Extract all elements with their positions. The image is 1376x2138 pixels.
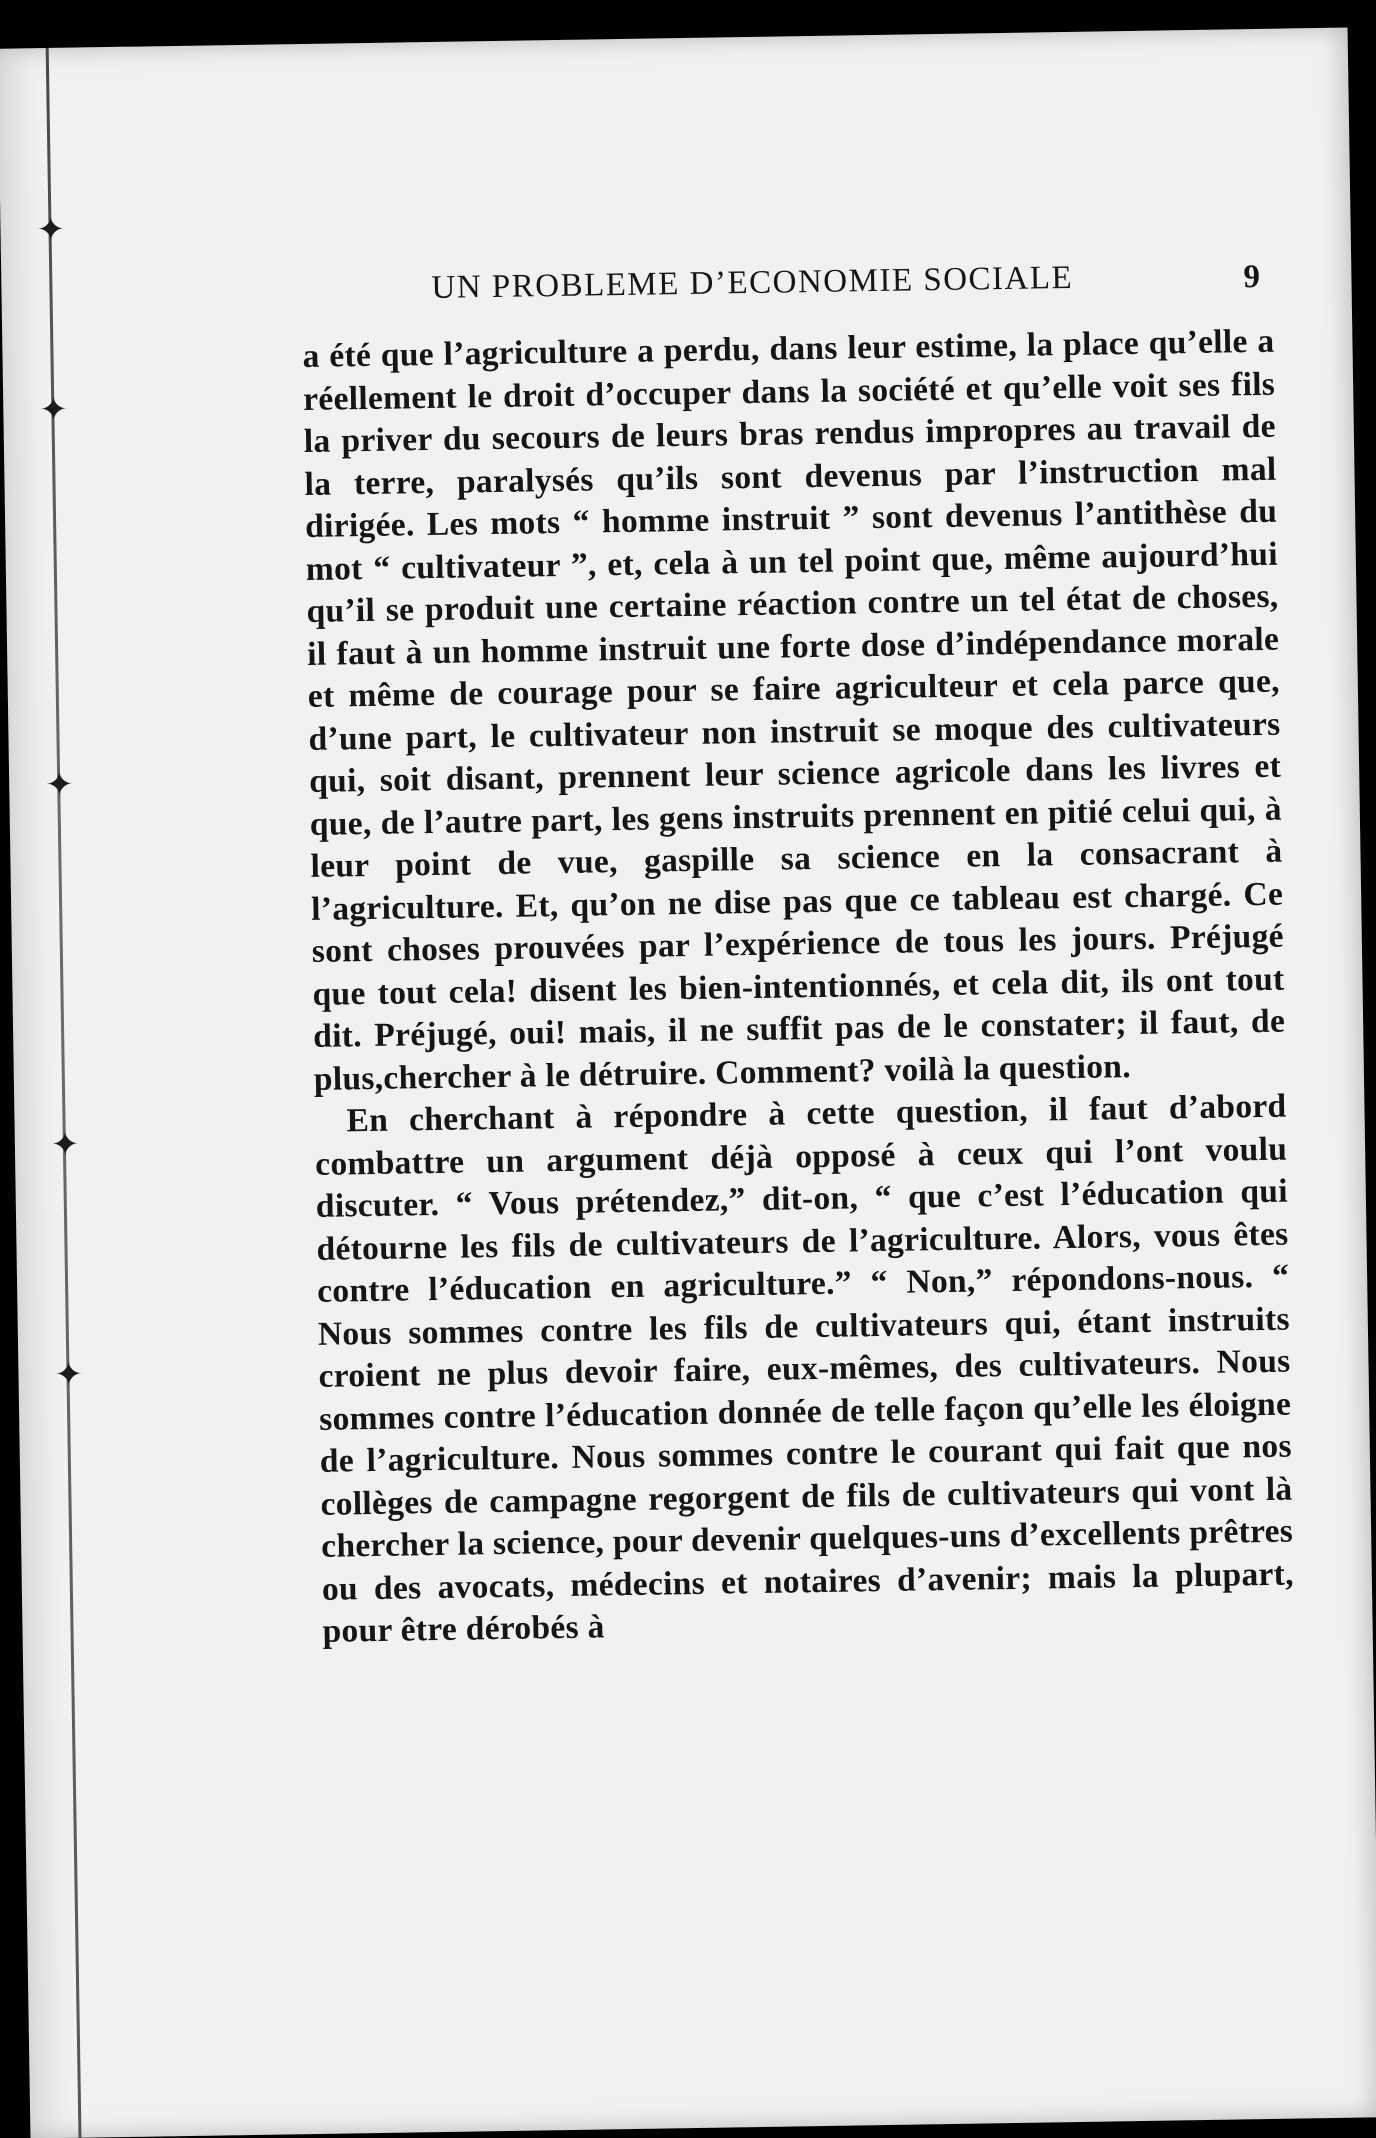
binding-mark-icon: ✦: [50, 1124, 80, 1166]
scanned-book-page: [0, 28, 1376, 2138]
binding-mark-icon: ✦: [44, 764, 75, 806]
body-text: [302, 321, 1300, 1996]
page-number: 9: [1243, 258, 1262, 296]
paragraph: a été que l’agriculture a perdu, dans leur estime, la place qu’elle a réellement le droit d’occuper dans la société et qu’elle voit ses fils la priver du secours de leurs bras rendus impropres au travail de la terre, paralysés qu’ils sont devenus par l’instruction mal dirigée. Les mots “ homme instruit ” sont devenus l’antithèse du mot “ cultivateur ”, et, cela à un tel point que, même aujourd’hui qu’il se produit une certaine réaction contre un tel état de choses, il faut à un homme instruit une forte dose d’indépendance morale et même de courage pour se faire agriculteur et cela parce que, d’une part, le cultivateur non instruit se moque des cultivateurs qui, soit disant, prennent leur science agricole dans les livres et que, de l’autre part, les gens instruits prennent en pitié celui qui, à leur point de vue, gaspille sa science en la consacrant à l’agriculture. Et, qu’on ne dise pas que ce tableau est chargé. Ce sont choses prouvées par l’expérience de tous les jours. Préjugé que tout cela! disent les bien-intentionnés, et cela dit, ils ont tout dit. Préjugé, oui! mais, il ne suffit pas de le constater; il faut, de plus,chercher à le détruire. Comment? voilà la question.: [302, 322, 1286, 1098]
binding-gutter: [46, 48, 82, 2138]
paragraph: En cherchant à répondre à cette question, il faut d’abord combattre un argument déjà opposé à ceux qui l’ont voulu discuter. “ Vous prétendez,” dit-on, “ que c’est l’éducation qui détourne les fils de cultivateurs de l’agriculture. Alors, vous êtes contre l’éducation en agriculture.” “ Non,” répondons-nous. “ Nous sommes contre les fils de cultivateurs qui, étant instruits croient ne plus devoir faire, eux-mêmes, des cultivateurs. Nous sommes contre l’éducation donnée de telle façon qu’elle les éloigne de l’agriculture. Nous sommes contre le courant qui fait que nos collèges de campagne regorgent de fils de cultivateurs qui vont là chercher la science, pour devenir quelques-uns d’excellents prêtres ou des avocats, médecins et notaires d’avenir; mais la plupart, pour être dérobés à: [314, 1087, 1295, 1650]
binding-mark-icon: ✦: [36, 209, 66, 251]
binding-mark-icon: ✦: [39, 389, 69, 431]
page-header: [431, 257, 1282, 320]
binding-mark-icon: ✦: [54, 1354, 84, 1395]
running-head: UN PROBLEME D’ECONOMIE SOCIALE: [431, 259, 1074, 306]
